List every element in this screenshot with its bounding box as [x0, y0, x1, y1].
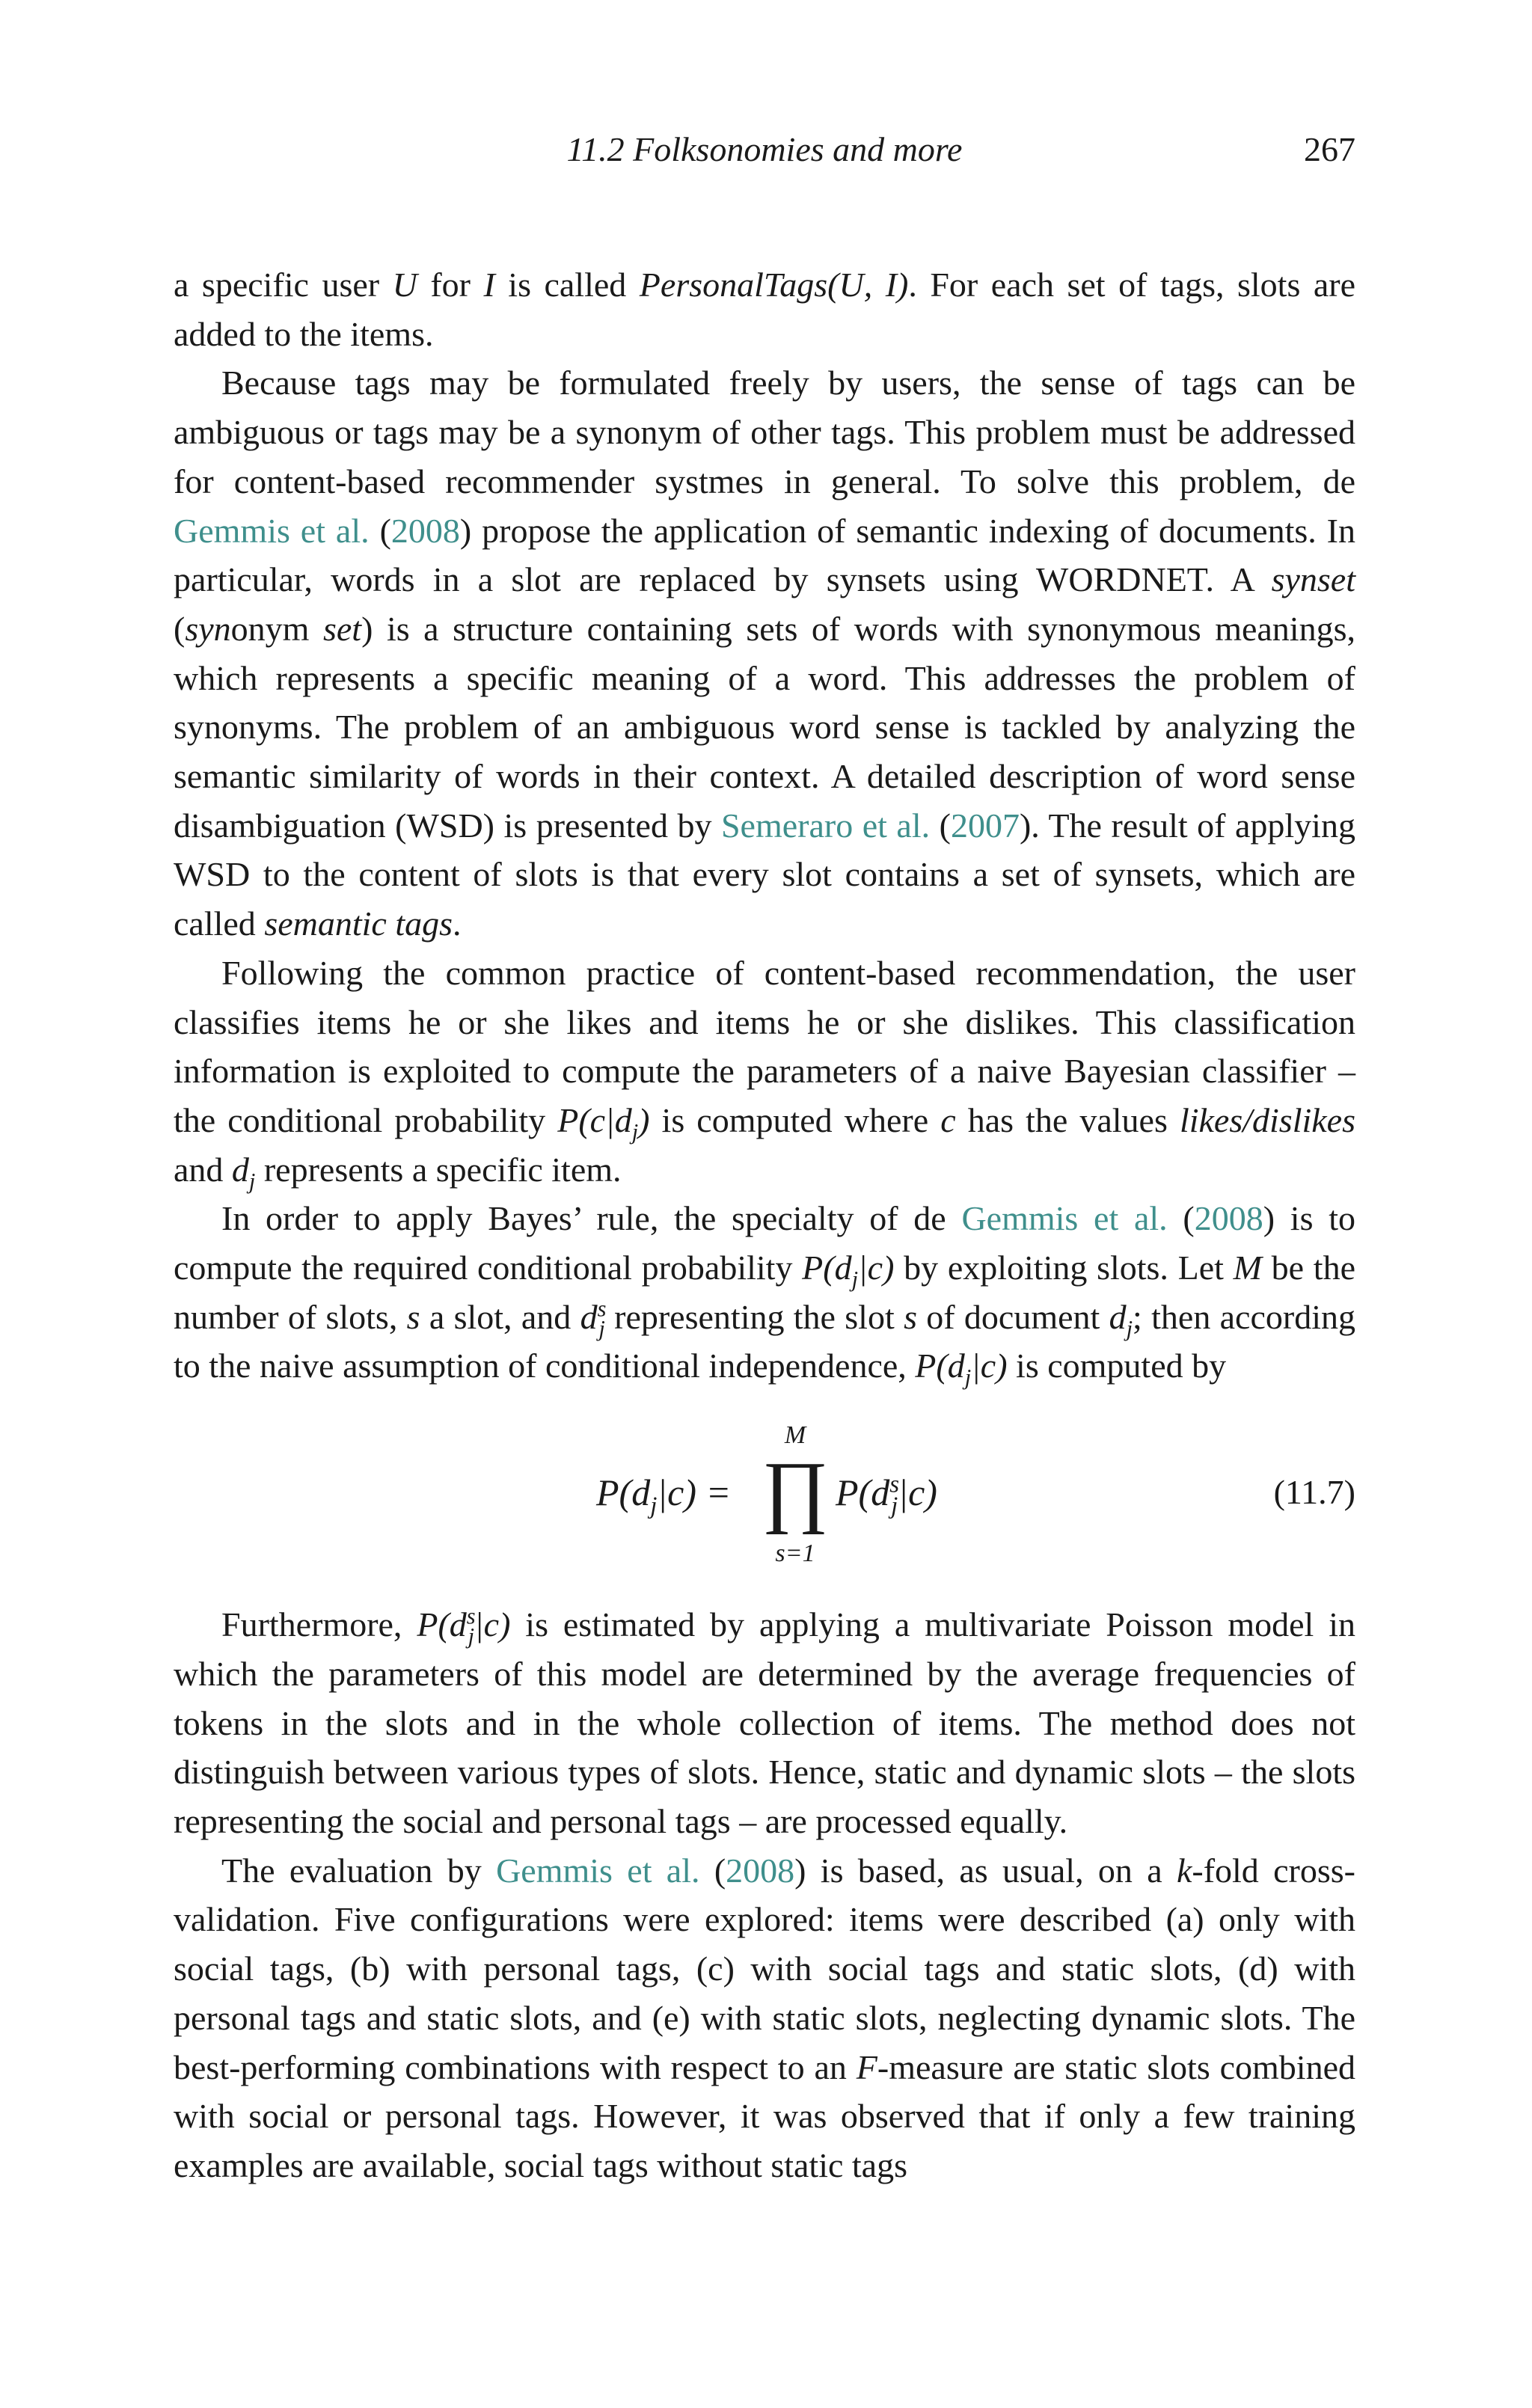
citation-link[interactable]: Semeraro et al. — [720, 806, 931, 845]
math-expression — [417, 1603, 511, 1649]
text-run: ( — [369, 511, 391, 550]
text-run: onym — [230, 609, 323, 648]
equation-lhs — [596, 1470, 732, 1520]
math-part: P(d — [417, 1605, 467, 1644]
text-run: a slot, and — [420, 1297, 580, 1336]
page-header — [174, 126, 1355, 174]
math-subscript: j — [631, 1119, 639, 1145]
text-run: -measure are static slots combined with social or personal tags. However, it was observed that if only a few training examples are available, social tags without static tags — [174, 2047, 1356, 2184]
text-run: is estimated by applying a multivariate Poisson model in which the parameters of this model are determined by the average frequencies of tokens in the slots and in the whole collection of items. The method does not distinguish between various types of slots. Hence, static and dynamic slots – the slots representing the social and personal tags – are processed equally. — [174, 1605, 1356, 1840]
math-subscript: j — [598, 1315, 605, 1341]
text-run: propose the application of semantic indexing of documents. In particular, words in a slot are replaced by synsets using WORDNET. A — [174, 511, 1355, 599]
math-part: d — [1109, 1297, 1127, 1336]
text-run: of document — [916, 1297, 1109, 1336]
text-run: ) is a structure containing sets of words with synonymous meanings, which represents a specific meaning of a word. This addresses the problem of synonyms. The problem of an ambiguous word sense is tackled by analyzing the semantic similarity of words in their context. A detailed description of word sense disambiguation (WSD) is presented by — [174, 609, 1355, 845]
text-run: ) — [459, 511, 472, 550]
citation-year-link[interactable]: 2008 — [726, 1851, 795, 1890]
text-run: . The result of applying WSD to the content of slots is that every slot contains a set of synsets, which are called — [174, 806, 1355, 943]
text-run: be the number of slots, — [174, 1249, 1355, 1336]
text-run: by exploiting slots. Let — [894, 1249, 1234, 1287]
math-subscript: j — [248, 1168, 256, 1194]
text-run: is computed by — [1007, 1347, 1227, 1385]
math-superscript: s — [889, 1471, 900, 1498]
math-subscript: j — [468, 1623, 475, 1649]
product-lower-limit: s=1 — [775, 1540, 815, 1568]
math-expression — [915, 1347, 1008, 1391]
math-var: M — [1233, 1249, 1262, 1287]
text-run: -fold cross-validation. Five configurations were explored: items were described (a) only with social tags, (b) with personal tags, (c) with social tags and static slots, (d) with personal tags and static slots, and (e) with static slots, neglecting dynamic slots. The best-performing combinations with respect to an — [174, 1851, 1355, 2086]
term-likes-dislikes: likes/dislikes — [1179, 1100, 1355, 1139]
text-run: ( — [930, 806, 951, 845]
math-var: c — [940, 1100, 956, 1139]
term-syn: syn — [185, 609, 231, 648]
paragraph-4 — [174, 1194, 1355, 1391]
text-run: ( — [1167, 1199, 1195, 1238]
equation-rhs — [836, 1470, 937, 1520]
math-part: d — [580, 1297, 598, 1336]
math-expression — [231, 1150, 256, 1194]
math-subscript: j — [891, 1492, 898, 1520]
math-part: P(d — [596, 1471, 651, 1514]
math-var: F — [856, 2047, 877, 2086]
math-var: s — [406, 1297, 420, 1336]
text-run: is computed where — [649, 1100, 941, 1139]
math-part: P(c|d — [557, 1100, 632, 1139]
math-expression — [1109, 1297, 1133, 1341]
text-run: for — [417, 266, 484, 304]
term-personal-tags: PersonalTags(U, I) — [639, 266, 909, 304]
math-var: s — [904, 1297, 917, 1336]
paragraph-3 — [174, 949, 1355, 1195]
equation-number: (11.7) — [1273, 1473, 1355, 1512]
product-upper-limit: M — [784, 1421, 806, 1450]
math-part: |c) = — [657, 1471, 732, 1514]
paragraph-2 — [174, 358, 1355, 948]
text-run: has the values — [955, 1100, 1180, 1139]
text-run: . — [453, 904, 462, 943]
text-run: ) — [794, 1851, 806, 1890]
math-var: I — [483, 266, 495, 304]
text-run: is to compute the required conditional probability — [174, 1199, 1356, 1287]
math-part: |c) — [898, 1471, 937, 1514]
math-subscript: j — [650, 1492, 658, 1520]
math-subscript: j — [1126, 1315, 1133, 1341]
page-number: 267 — [1304, 130, 1355, 168]
citation-link[interactable]: Gemmis et al. — [961, 1199, 1168, 1238]
text-run: ( — [699, 1851, 726, 1890]
math-part: |c) — [858, 1249, 895, 1287]
equation-body — [596, 1407, 1195, 1587]
math-superscript: s — [597, 1296, 607, 1322]
text-run: and — [174, 1150, 232, 1189]
paragraph-6 — [174, 1846, 1355, 2190]
text-run: a specific user — [174, 266, 393, 304]
math-part: |c) — [971, 1347, 1008, 1385]
text-run: representing the slot — [604, 1297, 904, 1336]
citation-link[interactable]: Gemmis et al. — [174, 511, 370, 550]
running-title: 11.2 Folksonomies and more — [566, 130, 963, 168]
body-text — [174, 260, 1355, 2190]
math-superscript: s — [466, 1603, 476, 1629]
text-run: Following the common practice of content-based recommendation, the user classifies items he or she likes and items he or she dislikes. This classification information is exploited to compute the parameters of a naive Bayesian classifier – the conditional probability — [174, 953, 1355, 1139]
term-synset: synset — [1271, 560, 1355, 599]
math-part: ) — [638, 1100, 650, 1139]
math-var: k — [1176, 1851, 1192, 1890]
text-run: . For each set of tags, slots are added to the items. — [174, 266, 1356, 353]
math-expression — [802, 1249, 895, 1293]
term-semantic-tags: semantic tags — [264, 904, 453, 943]
text-run: ; then according to the naive assumption of conditional independence, — [174, 1297, 1355, 1385]
math-expression — [557, 1100, 650, 1145]
math-part: P(d — [915, 1347, 965, 1385]
math-part: d — [231, 1150, 249, 1189]
math-expression — [580, 1296, 607, 1341]
paragraph-1 — [174, 260, 1355, 358]
text-run: The evaluation by — [221, 1851, 497, 1890]
text-run: In order to apply Bayes’ rule, the specialty of de — [221, 1199, 962, 1238]
text-run: represents a specific item. — [255, 1150, 622, 1189]
text-run: ) — [1019, 806, 1032, 845]
text-run: Because tags may be formulated freely by users, the sense of tags can be ambiguous or tags may be a synonym of other tags. This problem must be addressed for content-based recommender systmes in general. To solve this problem, de — [174, 364, 1355, 500]
math-part: |c) — [474, 1605, 511, 1644]
citation-year-link[interactable]: 2008 — [1194, 1199, 1263, 1238]
text-run: ) — [1263, 1199, 1275, 1238]
math-var: U — [392, 266, 417, 304]
text-run: ( — [174, 609, 186, 648]
text-run: Furthermore, — [221, 1605, 417, 1644]
math-part: P(d — [836, 1471, 890, 1514]
product-symbol: ∏ — [762, 1446, 829, 1536]
citation-year-link[interactable]: 2007 — [950, 806, 1020, 845]
math-subscript: j — [851, 1266, 859, 1293]
math-part: P(d — [802, 1249, 852, 1287]
term-set: set — [322, 609, 362, 648]
text-run: is called — [494, 266, 640, 304]
text-run: is based, as usual, on a — [806, 1851, 1177, 1890]
citation-year-link[interactable]: 2008 — [390, 511, 460, 550]
paragraph-5 — [174, 1600, 1355, 1846]
equation-11-7 — [174, 1407, 1355, 1587]
citation-link[interactable]: Gemmis et al. — [496, 1851, 700, 1890]
math-subscript: j — [964, 1364, 972, 1391]
